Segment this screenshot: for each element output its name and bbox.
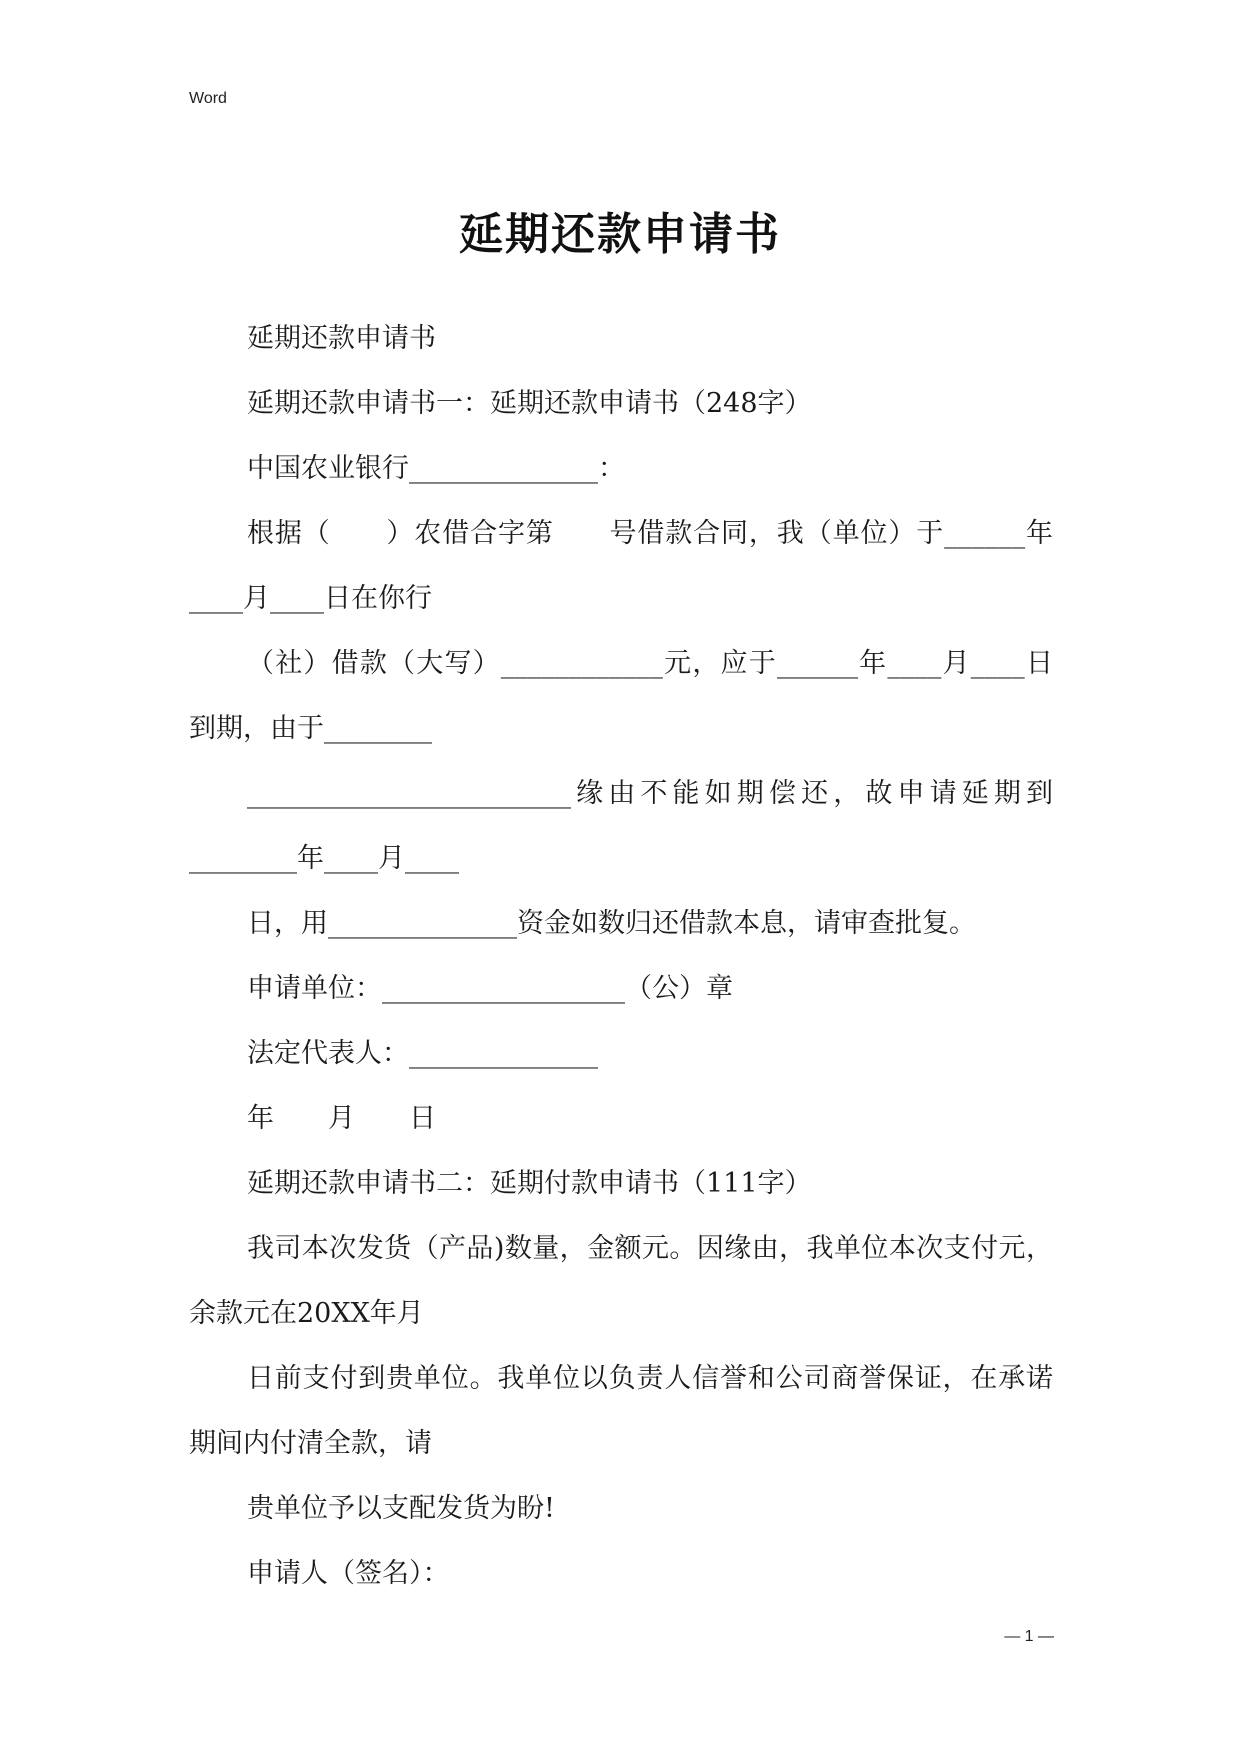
paragraph-legal-representative: 法定代表人：______________ [247, 1038, 598, 1069]
paragraph-closing-request: 贵单位予以支配发货为盼! [247, 1493, 555, 1524]
paragraph-extension-request: ________________________缘由不能如期偿还，故申请延期到________年____月____ [189, 778, 1053, 874]
document-title: 延期还款申请书 [459, 209, 781, 260]
paragraph-heading: 延期还款申请书 [247, 323, 436, 354]
page-number: — 1 — [1004, 1628, 1054, 1645]
paragraph-applicant-signature: 申请人（签名）： [247, 1558, 450, 1589]
paragraph-shipment-payment: 我司本次发货（产品)数量，金额元。因缘由，我单位本次支付元，余款元在20XX年月 [189, 1233, 1053, 1329]
paragraph-loan-amount: （社）借款（大写）____________元，应于______年____月____日到期，由于________ [189, 648, 1053, 744]
paragraph-addressee: 中国农业银行______________： [247, 453, 625, 484]
header-label: Word [189, 90, 227, 107]
paragraph-repayment-source: 日，用______________资金如数归还借款本息，请审查批复。 [247, 908, 976, 939]
paragraph-applicant-unit: 申请单位：__________________（公）章 [247, 973, 733, 1004]
document-body [189, 306, 1053, 1606]
paragraph-payment-guarantee: 日前支付到贵单位。我单位以负责人信誉和公司商誉保证，在承诺期间内付清全款，请 [189, 1363, 1053, 1459]
paragraph-date-line: 年 月 日 [247, 1103, 436, 1134]
paragraph-section-two-title: 延期还款申请书二：延期付款申请书（111字） [247, 1168, 812, 1199]
paragraph-section-one-title: 延期还款申请书一：延期还款申请书（248字） [247, 388, 812, 419]
paragraph-contract-reference: 根据（ ）农借合字第 号借款合同，我（单位）于______年____月____日在你行 [189, 518, 1053, 614]
